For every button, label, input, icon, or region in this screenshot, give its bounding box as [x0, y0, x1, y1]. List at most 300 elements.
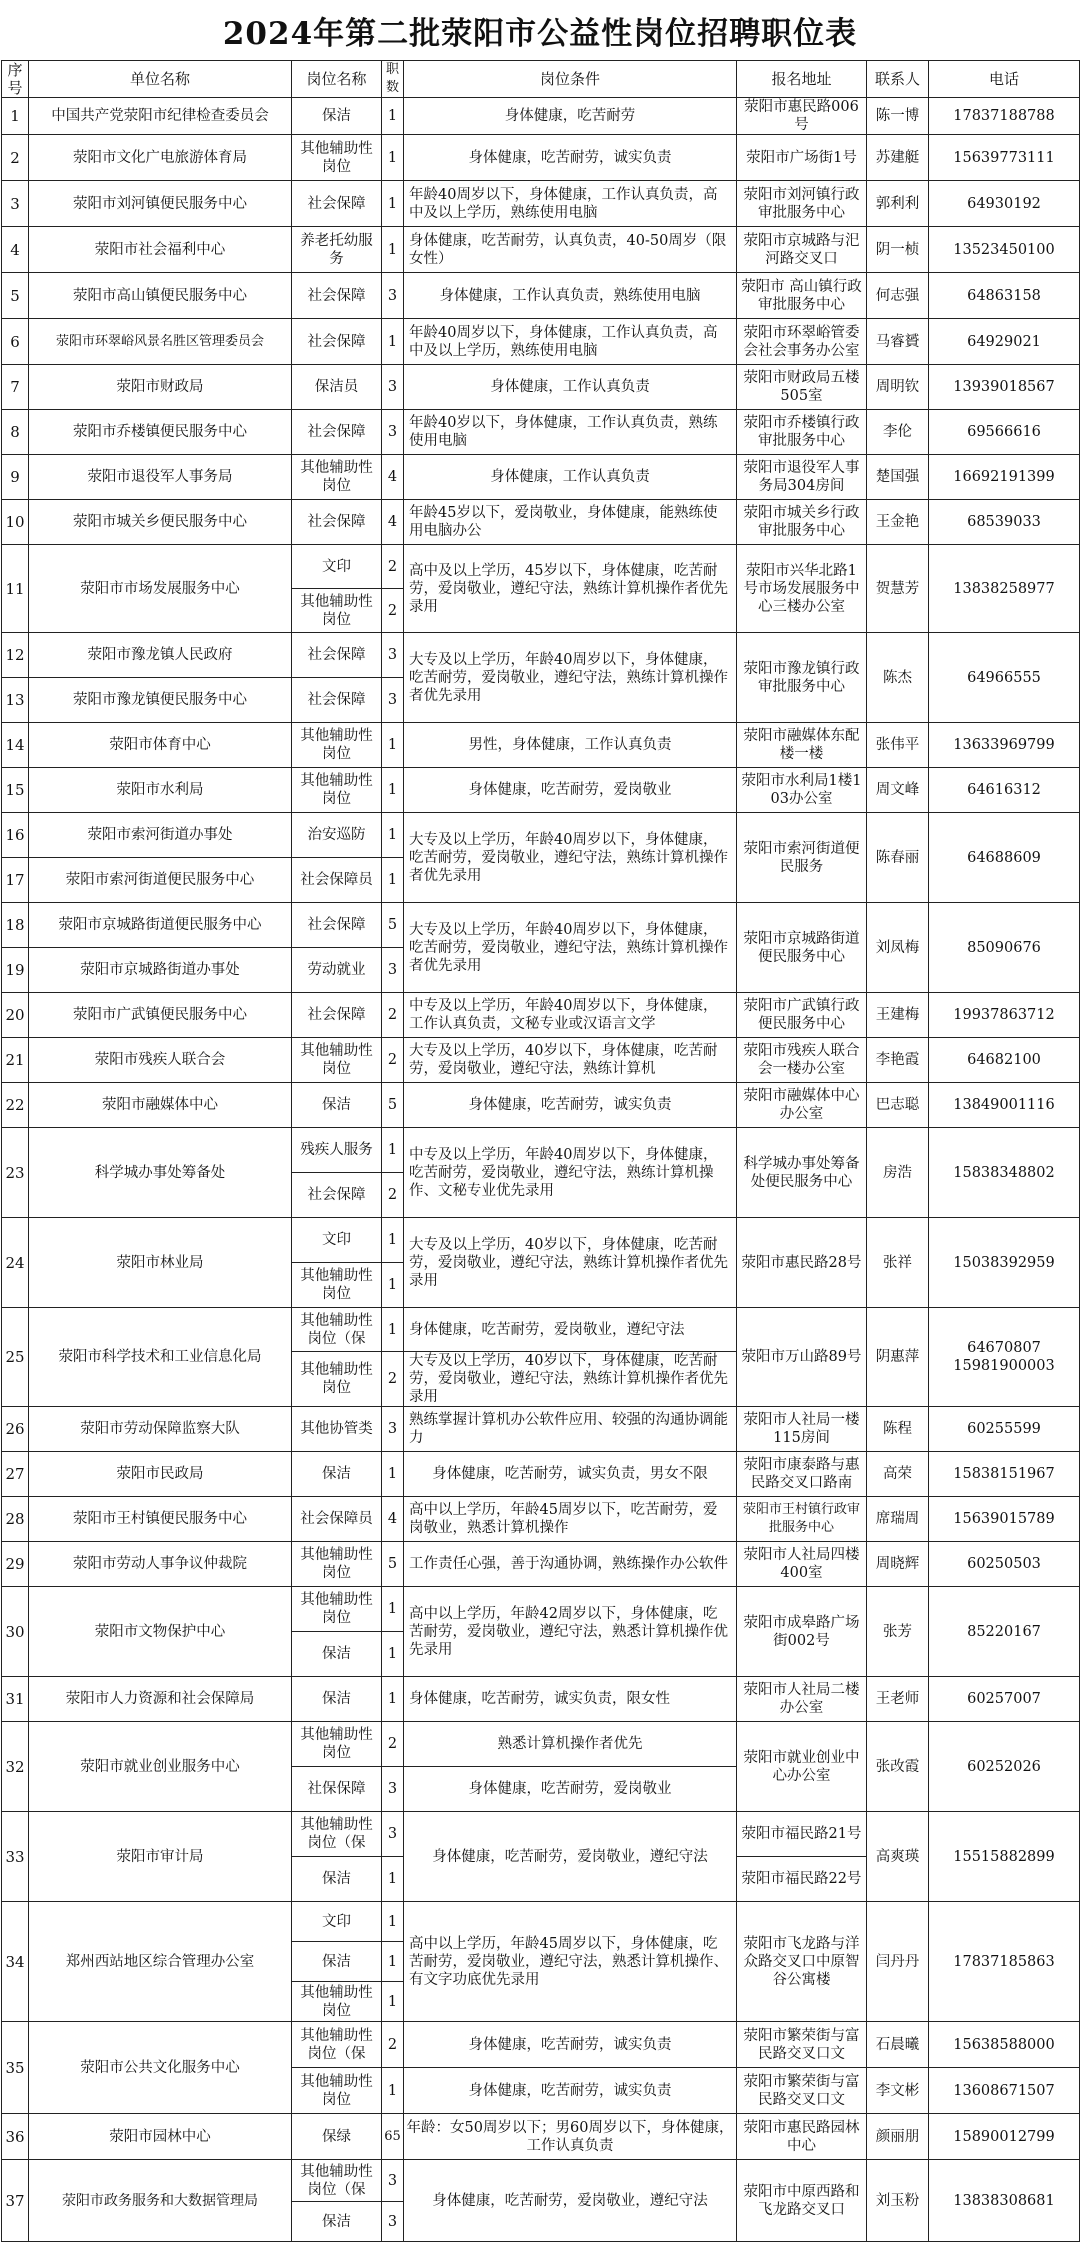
cell-unit: 荥阳市民政局: [29, 1452, 292, 1497]
cell-no: 17: [2, 858, 29, 903]
cell-count: 3: [382, 948, 404, 993]
table-row: [2, 2022, 1080, 2068]
cell-count: 2: [382, 1722, 404, 1767]
cell-address: 荥阳市繁荣街与富民路交叉口文: [737, 2022, 867, 2068]
cell-no: 4: [2, 227, 29, 273]
table-row: [2, 1083, 1080, 1128]
cell-post: 治安巡防: [292, 813, 382, 858]
cell-phone: 64688609: [929, 813, 1080, 903]
table-row: [2, 319, 1080, 365]
cell-phone: 64966555: [929, 633, 1080, 723]
cell-post: 文印: [292, 545, 382, 589]
cell-condition: 身体健康，工作认真负责，熟练使用电脑: [404, 273, 737, 319]
cell-post: 其他辅助性岗位: [292, 455, 382, 500]
cell-phone: 13838258977: [929, 545, 1080, 633]
cell-address: 荥阳市惠民路园林中心: [737, 2114, 867, 2160]
table-row: [2, 1812, 1080, 1857]
cell-condition: 身体健康，工作认真负责: [404, 455, 737, 500]
cell-count: 3: [382, 678, 404, 723]
cell-contact: 张改霞: [867, 1722, 929, 1812]
header-address: 报名地址: [737, 61, 867, 98]
cell-contact: 陈一博: [867, 98, 929, 135]
table-row: [2, 1677, 1080, 1722]
cell-phone: 85220167: [929, 1587, 1080, 1677]
cell-address: 荥阳市飞龙路与洋众路交叉口中原智谷公寓楼: [737, 1902, 867, 2022]
cell-address: 荥阳市京城路与汜河路交叉口: [737, 227, 867, 273]
cell-contact: 马睿贇: [867, 319, 929, 365]
header-post: 岗位名称: [292, 61, 382, 98]
cell-condition: 工作责任心强，善于沟通协调，熟练操作办公软件: [404, 1542, 737, 1587]
cell-contact: 高荣: [867, 1452, 929, 1497]
cell-unit: 荥阳市王村镇便民服务中心: [29, 1497, 292, 1542]
cell-phone: 15639773111: [929, 135, 1080, 181]
cell-condition: 身体健康，吃苦耐劳，诚实负责: [404, 135, 737, 181]
cell-no: 34: [2, 1902, 29, 2022]
header-no: 序号: [2, 61, 29, 98]
cell-count: 2: [382, 589, 404, 633]
cell-condition: 身体健康，吃苦耐劳，爱岗敬业，遵纪守法: [404, 2160, 737, 2242]
table-row: [2, 1722, 1080, 1767]
cell-phone: 15515882899: [929, 1812, 1080, 1902]
cell-count: 2: [382, 1038, 404, 1083]
cell-unit: 荥阳市文物保护中心: [29, 1587, 292, 1677]
cell-no: 27: [2, 1452, 29, 1497]
cell-phone: 16692191399: [929, 455, 1080, 500]
cell-unit: 荥阳市劳动保障监察大队: [29, 1407, 292, 1452]
cell-condition: 大专及以上学历，40岁以下，身体健康，吃苦耐劳，爱岗敬业，遵纪守法，熟练计算机操作者优先录用: [404, 1352, 737, 1407]
cell-count: 1: [382, 2068, 404, 2114]
cell-post: 社会保障: [292, 633, 382, 678]
cell-condition: 身体健康，吃苦耐劳，爱岗敬业，遵纪守法: [404, 1812, 737, 1902]
cell-address: 荥阳市福民路22号: [737, 1857, 867, 1902]
cell-contact: 刘凤梅: [867, 903, 929, 993]
cell-unit: 荥阳市财政局: [29, 365, 292, 410]
cell-contact: 李艳霞: [867, 1038, 929, 1083]
cell-phone: 13608671507: [929, 2068, 1080, 2114]
cell-count: 65: [382, 2114, 404, 2160]
table-row: [2, 2160, 1080, 2202]
header-unit: 单位名称: [29, 61, 292, 98]
cell-post: 社会保障员: [292, 858, 382, 903]
cell-condition: 身体健康，吃苦耐劳，认真负责，40-50周岁（限女性）: [404, 227, 737, 273]
cell-unit: 荥阳市科学技术和工业信息化局: [29, 1308, 292, 1407]
cell-unit: 荥阳市体育中心: [29, 723, 292, 768]
cell-condition: 年龄40周岁以下，身体健康，工作认真负责，高中及以上学历，熟练使用电脑: [404, 181, 737, 227]
cell-address: 荥阳市人社局二楼办公室: [737, 1677, 867, 1722]
cell-condition: 大专及以上学历，40岁以下，身体健康，吃苦耐劳，爱岗敬业，遵纪守法，熟练计算机: [404, 1038, 737, 1083]
cell-no: 7: [2, 365, 29, 410]
table-row: [2, 1128, 1080, 1173]
cell-phone: 64929021: [929, 319, 1080, 365]
cell-condition: 高中以上学历，年龄45周岁以下，吃苦耐劳，爱岗敬业，熟悉计算机操作: [404, 1497, 737, 1542]
table-row: [2, 181, 1080, 227]
recruitment-table: [1, 60, 1080, 2242]
header-contact: 联系人: [867, 61, 929, 98]
cell-contact: 颜丽朋: [867, 2114, 929, 2160]
cell-count: 2: [382, 1352, 404, 1407]
table-row: [2, 227, 1080, 273]
cell-phone: 60250503: [929, 1542, 1080, 1587]
cell-phone: 60252026: [929, 1722, 1080, 1812]
cell-unit: 荥阳市广武镇便民服务中心: [29, 993, 292, 1038]
cell-post: 社保保障: [292, 1767, 382, 1812]
cell-unit: 荥阳市社会福利中心: [29, 227, 292, 273]
cell-address: 荥阳市中原西路和飞龙路交叉口: [737, 2160, 867, 2242]
cell-phone: 68539033: [929, 500, 1080, 545]
cell-post: 其他辅助性岗位: [292, 1352, 382, 1407]
cell-post: 保洁员: [292, 365, 382, 410]
cell-address: 荥阳市康泰路与惠民路交叉口路南: [737, 1452, 867, 1497]
cell-count: 1: [382, 1587, 404, 1632]
cell-count: 1: [382, 813, 404, 858]
cell-post: 保洁: [292, 1677, 382, 1722]
cell-count: 2: [382, 993, 404, 1038]
cell-unit: 荥阳市京城路街道办事处: [29, 948, 292, 993]
cell-phone: 19937863712: [929, 993, 1080, 1038]
cell-post: 社会保障: [292, 319, 382, 365]
cell-count: 1: [382, 135, 404, 181]
cell-address: 荥阳市豫龙镇行政审批服务中心: [737, 633, 867, 723]
cell-phone: 13838308681: [929, 2160, 1080, 2242]
cell-contact: 席瑞周: [867, 1497, 929, 1542]
cell-unit: 荥阳市融媒体中心: [29, 1083, 292, 1128]
cell-unit: 荥阳市高山镇便民服务中心: [29, 273, 292, 319]
cell-phone: 15038392959: [929, 1218, 1080, 1308]
cell-address: 荥阳市 高山镇行政审批服务中心: [737, 273, 867, 319]
cell-count: 1: [382, 1857, 404, 1902]
cell-no: 8: [2, 410, 29, 455]
cell-contact: 阴一桢: [867, 227, 929, 273]
cell-count: 2: [382, 545, 404, 589]
cell-count: 5: [382, 1542, 404, 1587]
cell-post: 保洁: [292, 98, 382, 135]
cell-unit: 荥阳市公共文化服务中心: [29, 2022, 292, 2114]
cell-address: 荥阳市人社局一楼115房间: [737, 1407, 867, 1452]
cell-post: 其他辅助性岗位（保: [292, 2160, 382, 2202]
cell-contact: 楚国强: [867, 455, 929, 500]
cell-unit: 荥阳市刘河镇便民服务中心: [29, 181, 292, 227]
cell-no: 20: [2, 993, 29, 1038]
cell-phone: 69566616: [929, 410, 1080, 455]
cell-condition: 身体健康，吃苦耐劳: [404, 98, 737, 135]
cell-condition: 身体健康，吃苦耐劳，诚实负责: [404, 2068, 737, 2114]
cell-no: 15: [2, 768, 29, 813]
cell-unit: 荥阳市水利局: [29, 768, 292, 813]
cell-contact: 何志强: [867, 273, 929, 319]
cell-count: 4: [382, 455, 404, 500]
cell-condition: 大专及以上学历，年龄40周岁以下，身体健康，吃苦耐劳，爱岗敬业，遵纪守法，熟练计算机操作者优先录用: [404, 903, 737, 993]
cell-address: 荥阳市环翠峪管委会社会事务办公室: [737, 319, 867, 365]
cell-contact: 王老师: [867, 1677, 929, 1722]
cell-post: 社会保障: [292, 273, 382, 319]
cell-phone: 13633969799: [929, 723, 1080, 768]
table-row: [2, 1542, 1080, 1587]
cell-no: 5: [2, 273, 29, 319]
cell-count: 1: [382, 1218, 404, 1263]
header-row: [2, 61, 1080, 98]
cell-condition: 身体健康，吃苦耐劳，爱岗敬业: [404, 768, 737, 813]
cell-no: 6: [2, 319, 29, 365]
cell-post: 社会保障: [292, 181, 382, 227]
cell-condition: 年龄45岁以下，爱岗敬业，身体健康，能熟练使用电脑办公: [404, 500, 737, 545]
cell-condition: 高中及以上学历，45岁以下，身体健康，吃苦耐劳，爱岗敬业，遵纪守法，熟练计算机操作者优先录用: [404, 545, 737, 633]
cell-address: 荥阳市索河街道便民服务: [737, 813, 867, 903]
cell-phone: 15638588000: [929, 2022, 1080, 2068]
cell-phone: 64682100: [929, 1038, 1080, 1083]
cell-unit: 荥阳市环翠峪风景名胜区管理委员会: [29, 319, 292, 365]
cell-post: 社会保障员: [292, 1497, 382, 1542]
cell-address: 荥阳市水利局1楼103办公室: [737, 768, 867, 813]
cell-phone: 15639015789: [929, 1497, 1080, 1542]
cell-post: 其他辅助性岗位: [292, 1542, 382, 1587]
cell-count: 1: [382, 858, 404, 903]
cell-no: 28: [2, 1497, 29, 1542]
cell-post: 其他辅助性岗位: [292, 135, 382, 181]
cell-contact: 苏建艇: [867, 135, 929, 181]
cell-post: 社会保障: [292, 993, 382, 1038]
cell-count: 3: [382, 273, 404, 319]
cell-no: 30: [2, 1587, 29, 1677]
cell-count: 1: [382, 1677, 404, 1722]
cell-phone: 60257007: [929, 1677, 1080, 1722]
cell-address: 荥阳市就业创业中心办公室: [737, 1722, 867, 1812]
cell-address: 荥阳市乔楼镇行政审批服务中心: [737, 410, 867, 455]
table-row: [2, 98, 1080, 135]
cell-contact: 李文彬: [867, 2068, 929, 2114]
cell-count: 1: [382, 1263, 404, 1308]
cell-count: 1: [382, 1632, 404, 1677]
cell-count: 3: [382, 1812, 404, 1857]
cell-count: 3: [382, 410, 404, 455]
table-row: [2, 273, 1080, 319]
cell-post: 其他辅助性岗位: [292, 1587, 382, 1632]
table-row: [2, 993, 1080, 1038]
cell-no: 21: [2, 1038, 29, 1083]
cell-address: 荥阳市残疾人联合会一楼办公室: [737, 1038, 867, 1083]
cell-no: 31: [2, 1677, 29, 1722]
cell-post: 其他辅助性岗位: [292, 1038, 382, 1083]
cell-count: 1: [382, 319, 404, 365]
cell-phone: 15838348802: [929, 1128, 1080, 1218]
cell-count: 1: [382, 1942, 404, 1982]
cell-post: 社会保障: [292, 410, 382, 455]
cell-address: 荥阳市广武镇行政便民服务中心: [737, 993, 867, 1038]
cell-post: 保绿: [292, 2114, 382, 2160]
cell-no: 24: [2, 1218, 29, 1308]
cell-condition: 身体健康，吃苦耐劳，诚实负责: [404, 2022, 737, 2068]
cell-count: 5: [382, 903, 404, 948]
cell-no: 29: [2, 1542, 29, 1587]
cell-address: 荥阳市惠民路28号: [737, 1218, 867, 1308]
cell-contact: 石晨曦: [867, 2022, 929, 2068]
cell-no: 35: [2, 2022, 29, 2114]
cell-contact: 高爽瑛: [867, 1812, 929, 1902]
table-row: [2, 2114, 1080, 2160]
cell-post: 其他辅助性岗位（保: [292, 1812, 382, 1857]
cell-post: 保洁: [292, 1632, 382, 1677]
cell-unit: 荥阳市退役军人事务局: [29, 455, 292, 500]
cell-contact: 刘玉粉: [867, 2160, 929, 2242]
cell-count: 1: [382, 98, 404, 135]
cell-contact: 李伦: [867, 410, 929, 455]
table-row: [2, 723, 1080, 768]
cell-contact: 陈春丽: [867, 813, 929, 903]
cell-no: 9: [2, 455, 29, 500]
cell-no: 33: [2, 1812, 29, 1902]
cell-phone: 15890012799: [929, 2114, 1080, 2160]
cell-no: 37: [2, 2160, 29, 2242]
cell-post: 保洁: [292, 1857, 382, 1902]
cell-unit: 荥阳市乔楼镇便民服务中心: [29, 410, 292, 455]
cell-post: 其他辅助性岗位: [292, 589, 382, 633]
table-row: [2, 545, 1080, 589]
cell-contact: 陈程: [867, 1407, 929, 1452]
cell-condition: 高中以上学历，年龄42周岁以下，身体健康，吃苦耐劳，爱岗敬业，遵纪守法，熟悉计算机操作优先录用: [404, 1587, 737, 1677]
cell-contact: 贺慧芳: [867, 545, 929, 633]
cell-address: 荥阳市成皋路广场街002号: [737, 1587, 867, 1677]
cell-count: 3: [382, 2202, 404, 2242]
cell-count: 1: [382, 1982, 404, 2022]
cell-contact: 巴志聪: [867, 1083, 929, 1128]
cell-no: 2: [2, 135, 29, 181]
header-condition: 岗位条件: [404, 61, 737, 98]
cell-count: 1: [382, 227, 404, 273]
header-phone: 电话: [929, 61, 1080, 98]
cell-contact: 周晓辉: [867, 1542, 929, 1587]
table-row: [2, 768, 1080, 813]
table-row: [2, 1038, 1080, 1083]
cell-contact: 张伟平: [867, 723, 929, 768]
cell-count: 2: [382, 1173, 404, 1218]
cell-post: 保洁: [292, 1452, 382, 1497]
cell-post: 保洁: [292, 2202, 382, 2242]
cell-unit: 科学城办事处筹备处: [29, 1128, 292, 1218]
table-row: [2, 135, 1080, 181]
cell-address: 荥阳市刘河镇行政审批服务中心: [737, 181, 867, 227]
table-row: [2, 410, 1080, 455]
cell-post: 其他辅助性岗位（保: [292, 2022, 382, 2068]
cell-post: 劳动就业: [292, 948, 382, 993]
cell-count: 4: [382, 1497, 404, 1542]
cell-unit: 荥阳市豫龙镇人民政府: [29, 633, 292, 678]
cell-contact: 王金艳: [867, 500, 929, 545]
cell-contact: 阴惠萍: [867, 1308, 929, 1407]
cell-no: 23: [2, 1128, 29, 1218]
table-row: [2, 365, 1080, 410]
cell-condition: 身体健康，吃苦耐劳，诚实负责，限女性: [404, 1677, 737, 1722]
cell-no: 25: [2, 1308, 29, 1407]
cell-contact: 陈杰: [867, 633, 929, 723]
cell-unit: 荥阳市林业局: [29, 1218, 292, 1308]
cell-no: 3: [2, 181, 29, 227]
cell-post: 保洁: [292, 1083, 382, 1128]
page-title: 2024年第二批荥阳市公益性岗位招聘职位表: [222, 15, 858, 52]
cell-unit: 荥阳市市场发展服务中心: [29, 545, 292, 633]
table-row: [2, 1218, 1080, 1263]
cell-unit: 荥阳市政务服务和大数据管理局: [29, 2160, 292, 2242]
cell-no: 14: [2, 723, 29, 768]
cell-address: 荥阳市惠民路006号: [737, 98, 867, 135]
cell-condition: 年龄40岁以下，身体健康，工作认真负责，熟练使用电脑: [404, 410, 737, 455]
cell-address: 荥阳市人社局四楼400室: [737, 1542, 867, 1587]
cell-address: 荥阳市退役军人事务局304房间: [737, 455, 867, 500]
table-row: [2, 1407, 1080, 1452]
cell-no: 1: [2, 98, 29, 135]
cell-address: 科学城办事处筹备处便民服务中心: [737, 1128, 867, 1218]
cell-phone: 85090676: [929, 903, 1080, 993]
cell-count: 5: [382, 1083, 404, 1128]
cell-address: 荥阳市王村镇行政审批服务中心: [737, 1497, 867, 1542]
cell-condition: 身体健康，吃苦耐劳，爱岗敬业，遵纪守法: [404, 1308, 737, 1352]
cell-no: 16: [2, 813, 29, 858]
table-row: [2, 813, 1080, 858]
cell-unit: 荥阳市京城路街道便民服务中心: [29, 903, 292, 948]
table-row: [2, 1587, 1080, 1632]
header-count: 职数: [382, 61, 404, 98]
cell-contact: 周明钦: [867, 365, 929, 410]
cell-condition: 大专及以上学历，年龄40周岁以下，身体健康，吃苦耐劳，爱岗敬业，遵纪守法，熟练计算机操作者优先录用: [404, 633, 737, 723]
cell-address: 荥阳市京城路街道便民服务中心: [737, 903, 867, 993]
cell-condition: 大专及以上学历，年龄40周岁以下，身体健康，吃苦耐劳，爱岗敬业，遵纪守法，熟练计算机操作者优先录用: [404, 813, 737, 903]
cell-phone: 13939018567: [929, 365, 1080, 410]
cell-post: 保洁: [292, 1942, 382, 1982]
cell-address: 荥阳市城关乡行政审批服务中心: [737, 500, 867, 545]
cell-no: 22: [2, 1083, 29, 1128]
cell-post: 其他辅助性岗位: [292, 768, 382, 813]
cell-condition: 身体健康，吃苦耐劳，诚实负责: [404, 1083, 737, 1128]
cell-address: 荥阳市繁荣街与富民路交叉口文: [737, 2068, 867, 2114]
cell-count: 1: [382, 723, 404, 768]
cell-no: 19: [2, 948, 29, 993]
cell-post: 社会保障: [292, 678, 382, 723]
cell-contact: 房浩: [867, 1128, 929, 1218]
cell-contact: 张祥: [867, 1218, 929, 1308]
cell-count: 1: [382, 768, 404, 813]
cell-post: 其他辅助性岗位: [292, 1982, 382, 2022]
cell-phone: 13523450100: [929, 227, 1080, 273]
cell-no: 36: [2, 2114, 29, 2160]
cell-count: 3: [382, 2160, 404, 2202]
cell-unit: 荥阳市残疾人联合会: [29, 1038, 292, 1083]
cell-post: 社会保障: [292, 500, 382, 545]
cell-post: 其他辅助性岗位: [292, 1722, 382, 1767]
table-row: [2, 633, 1080, 678]
cell-post: 其他辅助性岗位（保: [292, 1308, 382, 1352]
table-row: [2, 1308, 1080, 1352]
cell-condition: 熟悉计算机操作者优先: [404, 1722, 737, 1767]
table-row: [2, 903, 1080, 948]
cell-contact: 周文峰: [867, 768, 929, 813]
cell-post: 社会保障: [292, 903, 382, 948]
cell-contact: 闫丹丹: [867, 1902, 929, 2022]
cell-unit: 荥阳市索河街道办事处: [29, 813, 292, 858]
cell-count: 4: [382, 500, 404, 545]
cell-address: 荥阳市万山路89号: [737, 1308, 867, 1407]
cell-no: 26: [2, 1407, 29, 1452]
cell-no: 10: [2, 500, 29, 545]
cell-count: 1: [382, 1452, 404, 1497]
cell-condition: 男性，身体健康，工作认真负责: [404, 723, 737, 768]
cell-unit: 中国共产党荥阳市纪律检查委员会: [29, 98, 292, 135]
cell-condition: 年龄40周岁以下，身体健康，工作认真负责，高中及以上学历，熟练使用电脑: [404, 319, 737, 365]
cell-no: 13: [2, 678, 29, 723]
cell-count: 1: [382, 1902, 404, 1942]
cell-count: 3: [382, 1767, 404, 1812]
cell-post: 养老托幼服务: [292, 227, 382, 273]
cell-unit: 荥阳市园林中心: [29, 2114, 292, 2160]
cell-condition: 身体健康，吃苦耐劳，诚实负责，男女不限: [404, 1452, 737, 1497]
cell-post: 其他辅助性岗位: [292, 2068, 382, 2114]
